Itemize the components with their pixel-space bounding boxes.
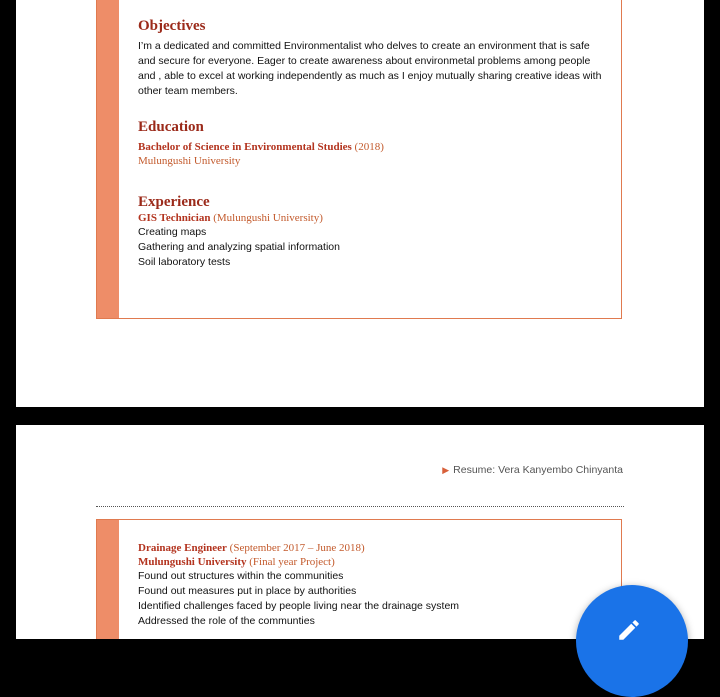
- edit-pencil-icon: [616, 617, 642, 643]
- page-header: [442, 464, 623, 476]
- job1-org: (Mulungushi University): [213, 212, 323, 224]
- job1-duty: Soil laboratory tests: [138, 256, 231, 268]
- degree-title: Bachelor of Science in Environmental Studies: [138, 141, 352, 153]
- header-divider: [96, 506, 624, 507]
- experience-section: [138, 193, 608, 270]
- job2-title-line: [138, 541, 608, 555]
- job2-duty: Addressed the role of the communties: [138, 615, 315, 627]
- job2-title: Drainage Engineer: [138, 542, 227, 554]
- header-arrow-icon: ▶: [442, 465, 450, 475]
- objectives-text: I’m a dedicated and committed Environmentalist who delves to create an environment that is safe and secure for everyone. Eager to create awareness about environmetal problems among people and , able to excel at working independently as much as I enjoy mutually sharing creative ideas with other team members.: [138, 40, 602, 97]
- job2-org: Mulungushi University: [138, 556, 247, 568]
- experience-continued: [138, 541, 608, 629]
- education-heading: Education: [138, 119, 204, 135]
- job2-dates: (September 2017 – June 2018): [229, 542, 365, 554]
- accent-band: [97, 0, 119, 318]
- education-school: Mulungushi University: [138, 155, 241, 167]
- objectives-heading: Objectives: [138, 18, 206, 34]
- job2-duty: Identified challenges faced by people living near the drainage system: [138, 600, 460, 612]
- job1-line: [138, 211, 608, 225]
- degree-year: (2018): [354, 141, 384, 153]
- job1-title: GIS Technician: [138, 212, 211, 224]
- job2-org-line: [138, 555, 608, 569]
- accent-band: [97, 520, 119, 639]
- header-text: Resume: Vera Kanyembo Chinyanta: [453, 464, 623, 476]
- education-section: [138, 118, 608, 168]
- education-degree-line: [138, 140, 608, 154]
- job1-duty: Creating maps: [138, 226, 207, 238]
- job2-note: (Final year Project): [249, 556, 335, 568]
- job2-duty: Found out measures put in place by authorities: [138, 585, 357, 597]
- objectives-section: [138, 17, 608, 99]
- job1-duty: Gathering and analyzing spatial information: [138, 241, 340, 253]
- job2-duty: Found out structures within the communities: [138, 570, 344, 582]
- document-page-1: [16, 0, 704, 407]
- edit-fab-button[interactable]: [576, 585, 688, 697]
- experience-heading: Experience: [138, 194, 210, 210]
